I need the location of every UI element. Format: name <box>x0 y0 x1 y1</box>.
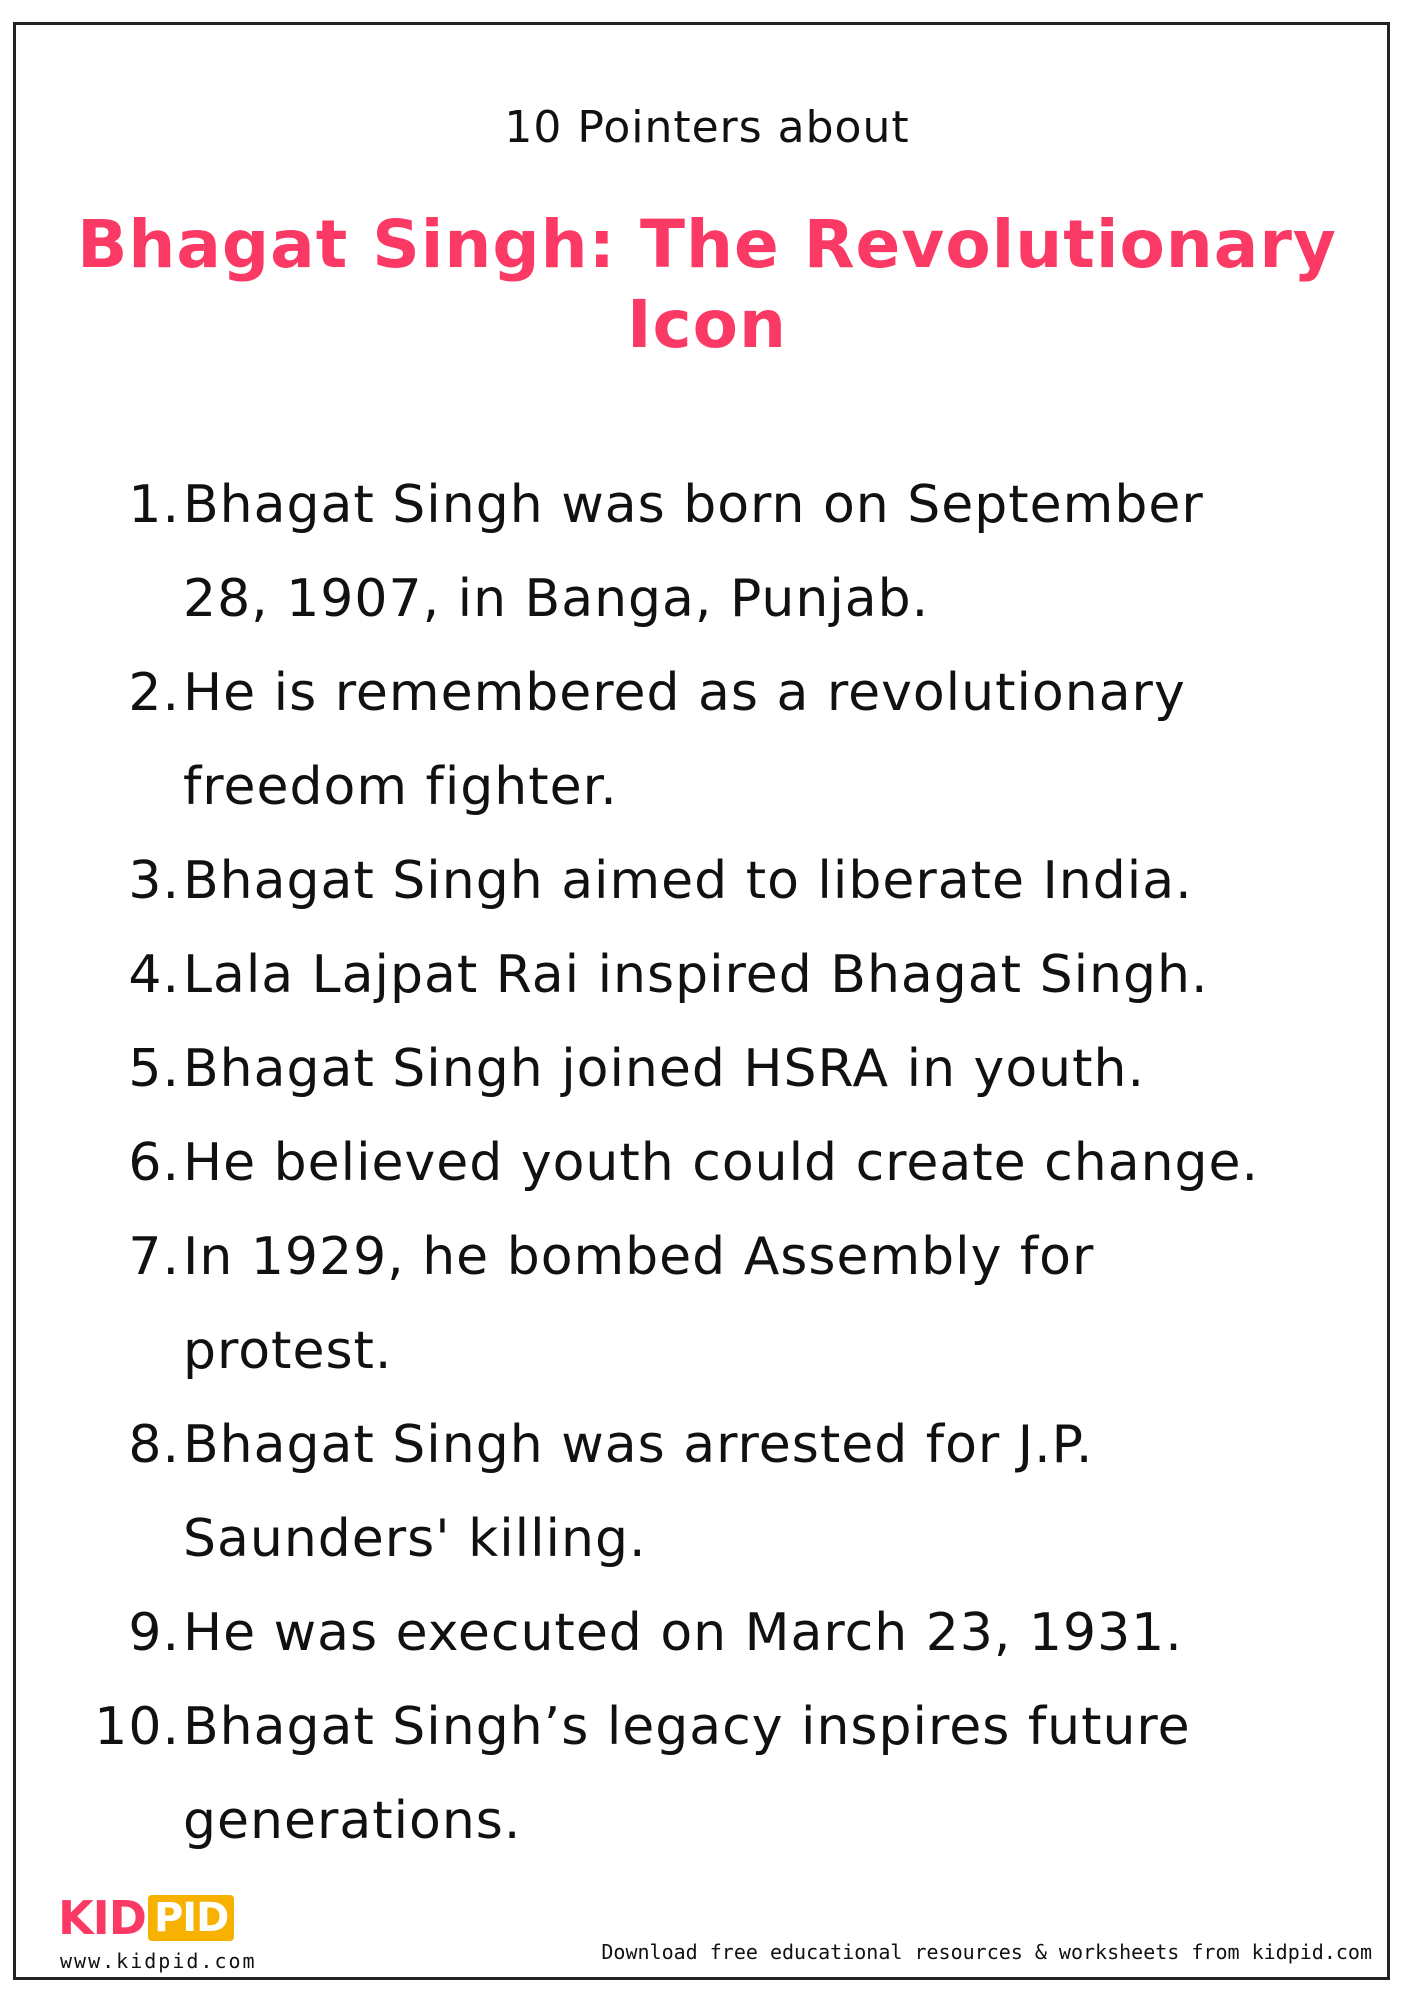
list-item-text: In 1929, he bombed Assembly for protest. <box>183 1227 1095 1381</box>
list-item <box>0 1680 1414 1868</box>
logo-url-link[interactable]: www.kidpid.com <box>60 1949 257 1973</box>
list-item-number: 4. <box>128 945 180 1005</box>
list-item-number: 1. <box>128 475 180 535</box>
list-item <box>0 1022 1414 1116</box>
kidpid-logo[interactable] <box>58 1892 234 1944</box>
list-item <box>0 834 1414 928</box>
list-item-text: He was executed on March 23, 1931. <box>183 1603 1183 1663</box>
list-item-text: Bhagat Singh joined HSRA in youth. <box>183 1039 1145 1099</box>
list-item <box>0 1116 1414 1210</box>
list-item-number: 6. <box>128 1133 180 1193</box>
list-item-number: 3. <box>128 851 180 911</box>
list-item <box>0 1586 1414 1680</box>
list-item <box>0 928 1414 1022</box>
list-item-number: 9. <box>128 1603 180 1663</box>
list-item-text: Bhagat Singh aimed to liberate India. <box>183 851 1193 911</box>
list-item-text: He is remembered as a revolutionary freedom fighter. <box>183 663 1186 817</box>
list-item-number: 5. <box>128 1039 180 1099</box>
list-item <box>0 1398 1414 1586</box>
list-item <box>0 458 1414 646</box>
logo-kid-text: KID <box>58 1891 146 1945</box>
footer-download-note: Download free educational resources & worksheets from kidpid.com <box>601 1940 1372 1964</box>
pointer-list <box>0 458 1414 1868</box>
list-item-text: Bhagat Singh was arrested for J.P. Saunders' killing. <box>183 1415 1094 1569</box>
list-item-number: 7. <box>128 1227 180 1287</box>
page-subtitle: 10 Pointers about <box>504 102 910 153</box>
logo-pid-text: PID <box>148 1895 234 1941</box>
list-item-number: 10. <box>94 1697 180 1757</box>
page-title: Bhagat Singh: The Revolutionary Icon <box>77 206 1337 363</box>
list-item-number: 8. <box>128 1415 180 1475</box>
list-item <box>0 1210 1414 1398</box>
list-item-text: Bhagat Singh’s legacy inspires future generations. <box>183 1697 1191 1851</box>
list-item-text: Bhagat Singh was born on September 28, 1907, in Banga, Punjab. <box>183 475 1204 629</box>
list-item-number: 2. <box>128 663 180 723</box>
list-item-text: Lala Lajpat Rai inspired Bhagat Singh. <box>183 945 1209 1005</box>
list-item-text: He believed youth could create change. <box>183 1133 1260 1193</box>
list-item <box>0 646 1414 834</box>
